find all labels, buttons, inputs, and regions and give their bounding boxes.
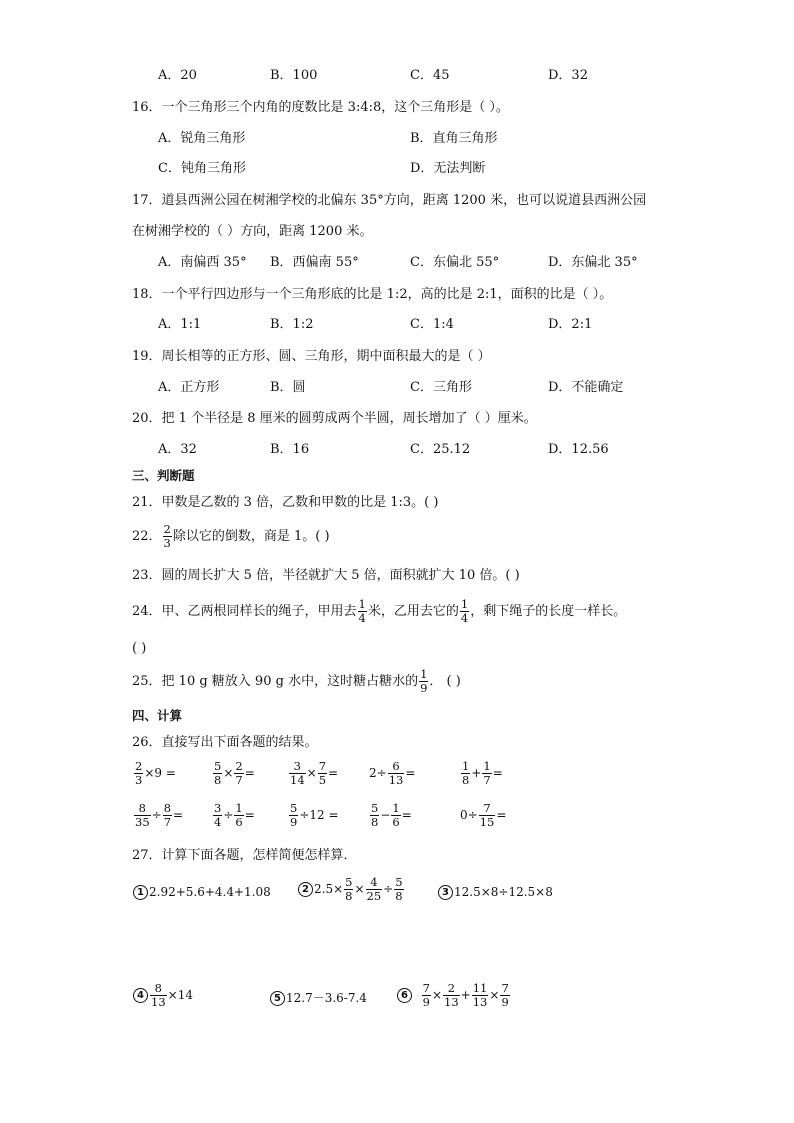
q26-expr-4: 2÷ $\frac{6}{13}$ = xyxy=(369,759,416,787)
q19-option-a: A．正方形 xyxy=(158,380,220,395)
q27-problem-3: 3 12.5×8÷12.5×8 xyxy=(438,883,553,901)
q19-option-c: C．三角形 xyxy=(410,380,472,395)
q20-stem: 20．把 1 个半径是 8 厘米的圆剪成两个半圆，周长增加了（ ）厘米。 xyxy=(132,411,537,426)
q17-option-a: A．南偏西 35° xyxy=(158,255,247,270)
q15-option-b: B．100 xyxy=(270,68,318,83)
q17-option-b: B．西偏南 55° xyxy=(270,255,359,270)
circled-number-6: 6 xyxy=(397,988,412,1003)
q27-problem-5: 5 12.7－3.6-7.4 xyxy=(270,989,367,1007)
q18-option-d: D．2:1 xyxy=(548,317,593,332)
q20-option-b: B．16 xyxy=(270,442,310,457)
q16-option-d: D．无法判断 xyxy=(410,161,486,176)
q17-option-c: C．东偏北 55° xyxy=(410,255,500,270)
q27-problem-6: 6 $\frac{7}{9}$ × $\frac{2}{13}$ + $\frac{11}{13}$ × $\frac{7}{9}$ xyxy=(397,982,511,1009)
q26-expr-10: 0÷ $\frac{7}{15}$ = xyxy=(460,801,507,829)
q15-option-d: D．32 xyxy=(548,68,588,83)
q15-option-a: A．20 xyxy=(158,68,197,83)
q26-stem: 26．直接写出下面各题的结果。 xyxy=(132,735,318,750)
q18-option-b: B．1:2 xyxy=(270,317,314,332)
q21-stem: 21．甲数是乙数的 3 倍，乙数和甲数的比是 1:3。( ) xyxy=(132,495,439,510)
q27-problem-1: 1 2.92+5.6+4.4+1.08 xyxy=(133,883,271,901)
q20-option-d: D．12.56 xyxy=(548,442,609,457)
q26-expr-5: $\frac{1}{8}$ + $\frac{1}{7}$ = xyxy=(462,759,503,787)
q27-problem-2: 2 2.5× $\frac{5}{8}$ × $\frac{4}{25}$ ÷ $\frac{5}{8}$ xyxy=(298,876,405,903)
circled-number-4: 4 xyxy=(133,988,148,1003)
q26-expr-1: $\frac{2}{3}$ ×9 = xyxy=(135,759,176,787)
q16-option-a: A．锐角三角形 xyxy=(158,131,246,146)
q16-option-c: C．钝角三角形 xyxy=(158,161,246,176)
q26-expr-7: $\frac{3}{4}$ ÷ $\frac{1}{6}$ = xyxy=(214,801,255,829)
q15-option-c: C．45 xyxy=(410,68,450,83)
q27-problem-4: 4 $\frac{8}{13}$ ×14 xyxy=(133,982,193,1009)
circled-number-3: 3 xyxy=(438,885,453,900)
q22-stem: 22． $\frac{2}{3}$ 除以它的倒数，商是 1。( ) xyxy=(132,522,330,550)
q20-option-c: C．25.12 xyxy=(410,442,471,457)
q23-stem: 23．圆的周长扩大 5 倍，半径就扩大 5 倍，面积就扩大 10 倍。( ) xyxy=(132,568,520,583)
q17-option-d: D．东偏北 35° xyxy=(548,255,638,270)
q25-stem: 25．把 10 g 糖放入 90 g 水中，这时糖占糖水的 $\frac{1}{9}$ ． ( ) xyxy=(132,667,461,695)
q18-stem: 18．一个平行四边形与一个三角形底的比是 1:2，高的比是 2:1，面积的比是（ ）。 xyxy=(132,287,613,302)
circled-number-5: 5 xyxy=(270,991,285,1006)
q19-stem: 19．周长相等的正方形、圆、三角形，期中面积最大的是（ ） xyxy=(132,349,491,364)
q17-stem-line2: 在树湘学校的（ ）方向，距离 1200 米。 xyxy=(132,224,373,239)
q20-option-a: A．32 xyxy=(158,442,197,457)
q26-expr-2: $\frac{5}{8}$ × $\frac{2}{7}$ = xyxy=(214,759,255,787)
q16-option-b: B．直角三角形 xyxy=(410,131,498,146)
q26-expr-6: $\frac{8}{35}$ ÷ $\frac{8}{7}$ = xyxy=(135,801,184,829)
q17-stem-line1: 17．道县西洲公园在树湘学校的北偏东 35°方向，距离 1200 米，也可以说道县西洲公园 xyxy=(132,193,647,208)
q18-option-c: C．1:4 xyxy=(410,317,454,332)
circled-number-1: 1 xyxy=(133,885,148,900)
q26-expr-3: $\frac{3}{14}$ × $\frac{7}{5}$ = xyxy=(290,759,339,787)
q18-option-a: A．1:1 xyxy=(158,317,202,332)
q26-expr-9: $\frac{5}{8}$ − $\frac{1}{6}$ = xyxy=(371,801,412,829)
q19-option-b: B．圆 xyxy=(270,380,306,395)
q24-stem: 24．甲、乙两根同样长的绳子，甲用去 $\frac{1}{4}$ 米，乙用去它的 $\frac{1}{4}$ ，剩下绳子的长度一样长。 xyxy=(132,597,627,625)
q27-stem: 27．计算下面各题，怎样简便怎样算． xyxy=(132,848,357,863)
q24-answer-blank: ( ) xyxy=(132,641,147,656)
section-heading-judgement: 三、判断题 xyxy=(132,468,195,483)
q16-stem: 16．一个三角形三个内角的度数比是 3:4:8，这个三角形是（ ）。 xyxy=(132,100,509,115)
q19-option-d: D．不能确定 xyxy=(548,380,624,395)
section-heading-calculation: 四、计算 xyxy=(132,708,183,723)
q26-expr-8: $\frac{5}{9}$ ÷12 = xyxy=(290,801,339,829)
circled-number-2: 2 xyxy=(298,882,313,897)
